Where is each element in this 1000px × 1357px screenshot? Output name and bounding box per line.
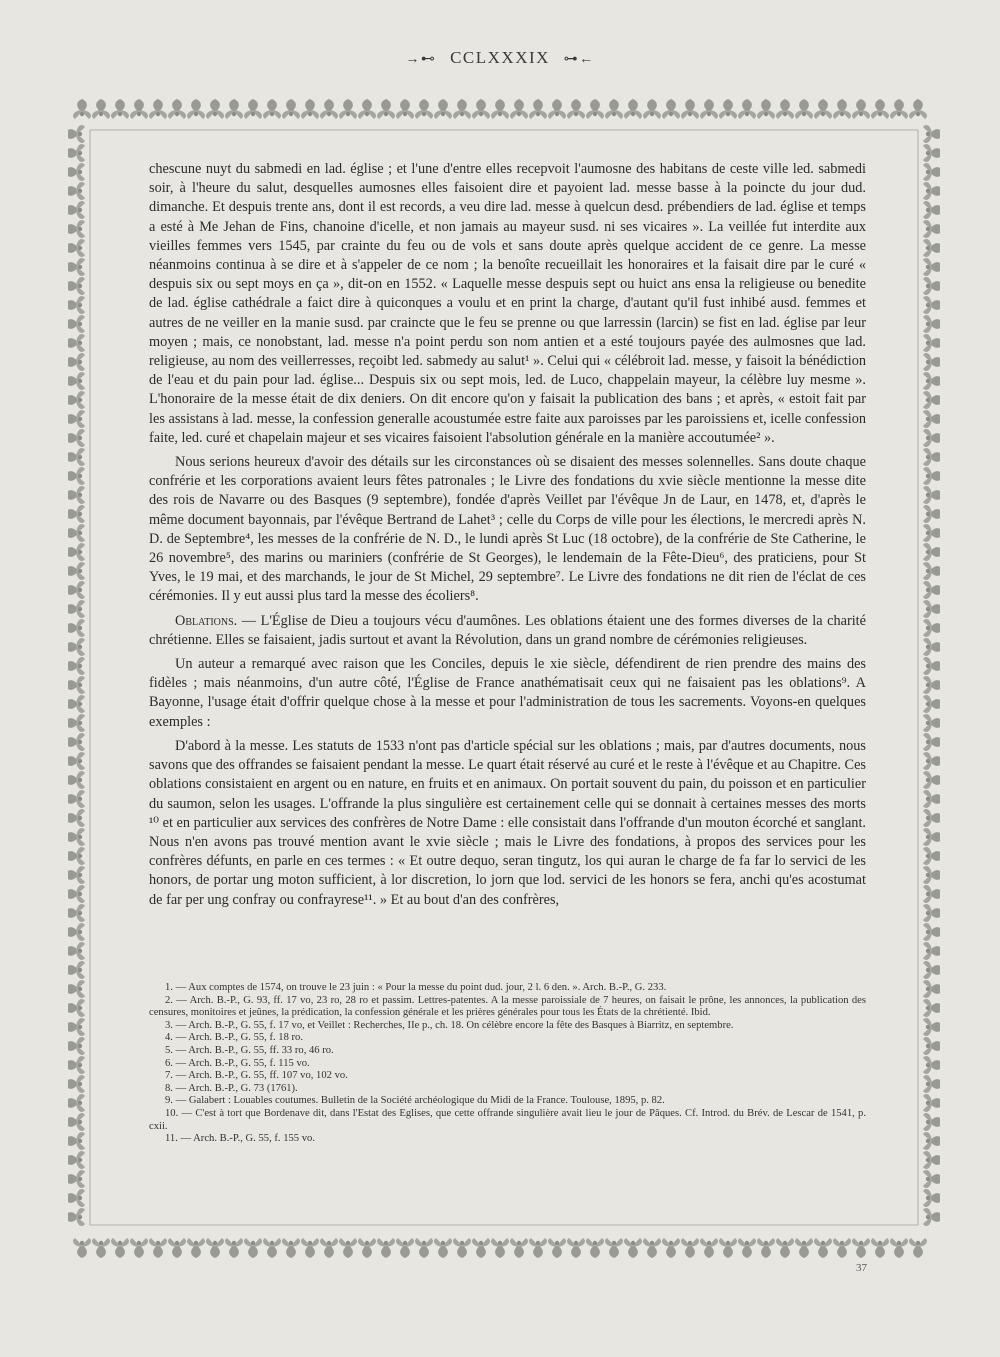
border-leaf-ornament (923, 1018, 940, 1036)
paragraph-oblations (149, 612, 866, 650)
border-leaf-ornament (68, 353, 85, 371)
border-leaf-ornament (923, 638, 940, 656)
border-leaf-ornament (168, 1238, 186, 1258)
border-leaf-ornament (68, 1075, 85, 1093)
border-leaf-ornament (738, 1238, 756, 1258)
border-leaf-ornament (871, 1238, 889, 1258)
border-leaf-ornament (225, 1238, 243, 1258)
border-leaf-ornament (923, 1113, 940, 1131)
border-leaf-ornament (923, 1151, 940, 1169)
border-leaf-ornament (719, 99, 737, 119)
border-leaf-ornament (111, 99, 129, 119)
border-leaf-ornament (738, 99, 756, 119)
border-leaf-ornament (263, 99, 281, 119)
footnote-6: 6. — Arch. B.-P., G. 55, f. 115 vo. (165, 1057, 310, 1069)
left-ornament: →⊷ (405, 52, 437, 67)
border-leaf-ornament (206, 1238, 224, 1258)
border-leaf-ornament (757, 99, 775, 119)
border-leaf-ornament (923, 657, 940, 675)
border-leaf-ornament (890, 99, 908, 119)
border-leaf-ornament (68, 220, 85, 238)
border-leaf-ornament (833, 99, 851, 119)
border-leaf-ornament (68, 942, 85, 960)
border-leaf-ornament (795, 1238, 813, 1258)
border-leaf-ornament (923, 543, 940, 561)
border-leaf-ornament (68, 1018, 85, 1036)
border-leaf-ornament (68, 163, 85, 181)
border-leaf-ornament (923, 942, 940, 960)
border-leaf-ornament (923, 448, 940, 466)
border-leaf-ornament (923, 1208, 940, 1226)
border-leaf-ornament (92, 1238, 110, 1258)
border-leaf-ornament (923, 999, 940, 1017)
border-leaf-ornament (282, 1238, 300, 1258)
border-leaf-ornament (68, 904, 85, 922)
border-leaf-ornament (68, 961, 85, 979)
border-leaf-ornament (434, 99, 452, 119)
border-leaf-ornament (187, 1238, 205, 1258)
footnotes (149, 982, 866, 1146)
border-leaf-ornament (923, 980, 940, 998)
border-leaf-ornament (68, 771, 85, 789)
border-leaf-ornament (68, 657, 85, 675)
border-leaf-ornament (415, 99, 433, 119)
paragraph-1: chescune nuyt du sabmedi en lad. église ; et l'une d'entre elles recepvoit l'aumosne des habitans de ceste ville led. sabmedi soir, à l'heure du salut, desquelles aumosnes elles faisoient dire et payoient lad. messe basse à la poincte du jour dud. dimanche. Et despuis trente ans, dont il est records, a veu dire lad. messe à quelcun desd. prébendiers de lad. église et temps a esté à Me Jehan de Fins, chanoine d'icelle, et non jamais au mayeur susd. ni ses vicaires ». La veillée fut interdite aux vieilles femmes vers 1545, par crainte du feu ou de vols et sans doute après quelque accident de ce genre. La messe néanmoins continua à se dire et à s'appeler de ce nom ; la benoîte recueillait les honoraires et la faisait dire par le curé « despuis six ou sept moys en ça », dit-on en 1552. « Laquelle messe despuis sept ou huict ans ensa la religieuse ou benedite de lad. église cathédrale a faict dire à quiconques a voulu et en print la charge, d'autant qu'il fust inhibé ausd. femmes et autres de ne veiller en la manie susd. par craincte que le feu se prenne ou que larressin (larcin) se fist en lad. église par leur moyen ; mais, ce nonobstant, lad. messe n'a point perdu son nom antien et a esté toujours payée des aulmosnes que lad. religieuse, au nom des veillerresses, reçoibt led. sabmedy au salut¹ ». Celui qui « célébroit lad. messe, y faisoit la bénédiction de l'eau et du pain pour lad. église... Despuis six ou sept mois, led. de Luco, chappelain mayeur, la célèbre luy mesme ». L'honoraire de la messe était de dix deniers. On dit encore qu'on y faisait la publication des bans ; et après, « estoit fait par les assistans à lad. messe, la confession generalle acoustumée estre faite aux paroisses par les paroissiens et, icelle confession faite, led. curé et chapelain majeur et ses vicaires faisoient l'absolution générale en la manière accoutumée² ». (149, 161, 866, 446)
border-leaf-ornament (68, 847, 85, 865)
border-leaf-ornament (68, 372, 85, 390)
border-leaf-ornament (923, 1170, 940, 1188)
border-leaf-ornament (923, 885, 940, 903)
border-leaf-ornament (68, 315, 85, 333)
page-header (0, 48, 1000, 68)
border-leaf-ornament (68, 144, 85, 162)
border-leaf-ornament (68, 638, 85, 656)
border-leaf-ornament (68, 866, 85, 884)
border-leaf-ornament (923, 334, 940, 352)
border-leaf-ornament (681, 99, 699, 119)
border-leaf-ornament (757, 1238, 775, 1258)
main-text (149, 160, 866, 915)
border-leaf-ornament (923, 372, 940, 390)
border-leaf-ornament (923, 923, 940, 941)
footnote-7: 7. — Arch. B.-P., G. 55, ff. 107 vo, 102 vo. (165, 1070, 348, 1082)
border-leaf-ornament (852, 99, 870, 119)
border-leaf-ornament (434, 1238, 452, 1258)
border-leaf-ornament (586, 99, 604, 119)
border-leaf-ornament (852, 1238, 870, 1258)
border-leaf-ornament (68, 999, 85, 1017)
border-leaf-ornament (643, 99, 661, 119)
border-leaf-ornament (68, 486, 85, 504)
border-leaf-ornament (396, 1238, 414, 1258)
border-leaf-ornament (662, 99, 680, 119)
border-leaf-ornament (923, 315, 940, 333)
border-leaf-ornament (923, 201, 940, 219)
border-leaf-ornament (263, 1238, 281, 1258)
border-leaf-ornament (814, 99, 832, 119)
border-leaf-ornament (923, 277, 940, 295)
border-leaf-ornament (68, 467, 85, 485)
border-leaf-ornament (643, 1238, 661, 1258)
border-leaf-ornament (301, 99, 319, 119)
border-leaf-ornament (923, 752, 940, 770)
border-leaf-ornament (168, 99, 186, 119)
border-leaf-ornament (923, 144, 940, 162)
border-leaf-ornament (68, 714, 85, 732)
border-leaf-ornament (923, 619, 940, 637)
border-leaf-ornament (377, 99, 395, 119)
border-leaf-ornament (923, 695, 940, 713)
border-leaf-ornament (662, 1238, 680, 1258)
border-leaf-ornament (149, 1238, 167, 1258)
border-leaf-ornament (68, 980, 85, 998)
border-leaf-ornament (68, 410, 85, 428)
border-leaf-ornament (923, 771, 940, 789)
footnote-10: 10. — C'est à tort que Bordenave dit, dans l'Estat des Eglises, que cette offrande singulière avait lieu le jour de Pâques. Cf. Introd. du Brév. de Lescar de 1541, p. cxii. (149, 1107, 866, 1132)
border-leaf-ornament (68, 1094, 85, 1112)
border-leaf-ornament (187, 99, 205, 119)
border-leaf-ornament (68, 809, 85, 827)
border-leaf-ornament (68, 334, 85, 352)
border-leaf-ornament (923, 714, 940, 732)
border-leaf-ornament (320, 1238, 338, 1258)
border-leaf-ornament (68, 448, 85, 466)
border-leaf-ornament (282, 99, 300, 119)
border-leaf-ornament (923, 505, 940, 523)
border-leaf-ornament (68, 752, 85, 770)
border-leaf-ornament (776, 1238, 794, 1258)
border-leaf-ornament (909, 1238, 927, 1258)
border-leaf-ornament (68, 885, 85, 903)
border-leaf-ornament (923, 220, 940, 238)
border-leaf-ornament (453, 1238, 471, 1258)
border-leaf-ornament (923, 904, 940, 922)
border-leaf-ornament (68, 429, 85, 447)
border-leaf-ornament (510, 99, 528, 119)
border-leaf-ornament (923, 391, 940, 409)
border-leaf-ornament (68, 258, 85, 276)
border-leaf-ornament (68, 790, 85, 808)
border-leaf-ornament (923, 733, 940, 751)
border-leaf-ornament (68, 543, 85, 561)
border-leaf-ornament (68, 1056, 85, 1074)
border-leaf-ornament (491, 1238, 509, 1258)
paragraph-5: D'abord à la messe. Les statuts de 1533 n'ont pas d'article spécial sur les oblations ; mais, par d'autres documents, nous savons que des offrandes se faisaient pendant la messe. Le quart était réservé au curé et le reste à l'évêque et au Chapitre. Ces oblations consistaient en argent ou en nature, en fruits et en animaux. On portait souvent du pain, du poisson et en particulier du saumon, selon les usages. L'offrande la plus singulière est certainement celle qui se donnait à certaines messes des morts ¹⁰ et en particulier aux services des confrères de Notre Dame : elle consistait dans l'offrande d'un mouton écorché et sanglant. Nous n'en avons pas trouvé mention avant le xvie siècle ; mais le Livre des fondations, à propos des services pour les confrères défunts, en parle en ces termes : « Et outre dequo, seran tingutz, los qui auran le charge de fa far lo servici de les honors, de portar ung moton sufficient, à lor discretion, lo jorn que lod. servici de les honors se fera, anchi qu'es acostumat de far per ung confray ou confrayrese¹¹. » Et au bout d'an des confrères, (149, 737, 866, 908)
border-leaf-ornament (68, 505, 85, 523)
border-leaf-ornament (68, 524, 85, 542)
border-leaf-ornament (396, 99, 414, 119)
page-number: 37 (856, 1262, 867, 1274)
border-leaf-ornament (923, 676, 940, 694)
border-leaf-ornament (339, 1238, 357, 1258)
border-leaf-ornament (586, 1238, 604, 1258)
border-leaf-ornament (358, 99, 376, 119)
border-leaf-ornament (605, 99, 623, 119)
footnote-3: 3. — Arch. B.-P., G. 55, f. 17 vo, et Veillet : Recherches, IIe p., ch. 18. On célèbre encore la fête des Basques à Biarritz, en septembre. (165, 1019, 734, 1031)
border-leaf-ornament (923, 296, 940, 314)
border-leaf-ornament (776, 99, 794, 119)
footnote-1: 1. — Aux comptes de 1574, on trouve le 23 juin : « Pour la messe du point dud. jour, 2 l. 6 den. ». Arch. B.-P., G. 233. (165, 982, 667, 993)
border-leaf-ornament (923, 581, 940, 599)
border-leaf-ornament (923, 353, 940, 371)
border-leaf-ornament (68, 277, 85, 295)
border-leaf-ornament (244, 99, 262, 119)
border-leaf-ornament (68, 695, 85, 713)
border-leaf-ornament (510, 1238, 528, 1258)
border-leaf-ornament (358, 1238, 376, 1258)
border-leaf-ornament (624, 99, 642, 119)
border-leaf-ornament (871, 99, 889, 119)
border-leaf-ornament (68, 581, 85, 599)
border-leaf-ornament (68, 201, 85, 219)
paragraph-3-text: — L'Église de Dieu a toujours vécu d'aumônes. Les oblations étaient une des formes diverses de la charité chrétienne. Elles se faisaient, jadis surtout et avant la Révolution, dans un grand nombre de cérémonies religieuses. (149, 612, 866, 648)
border-leaf-ornament (923, 486, 940, 504)
border-leaf-ornament (814, 1238, 832, 1258)
border-leaf-ornament (472, 1238, 490, 1258)
border-leaf-ornament (624, 1238, 642, 1258)
border-leaf-ornament (700, 99, 718, 119)
border-leaf-ornament (68, 1037, 85, 1055)
border-leaf-ornament (923, 828, 940, 846)
border-leaf-ornament (73, 1238, 91, 1258)
border-leaf-ornament (923, 847, 940, 865)
border-leaf-ornament (339, 99, 357, 119)
border-leaf-ornament (605, 1238, 623, 1258)
border-leaf-ornament (923, 790, 940, 808)
border-leaf-ornament (923, 125, 940, 143)
border-leaf-ornament (453, 99, 471, 119)
border-leaf-ornament (130, 1238, 148, 1258)
border-leaf-ornament (923, 410, 940, 428)
paragraph-2: Nous serions heureux d'avoir des détails sur les circonstances où se disaient des messes solennelles. Sans doute chaque confrérie et les corporations avaient leurs fêtes patronales ; le Livre des fondations du xvie siècle mentionne la messe dite des rois de Navarre ou des Basques (9 septembre), fondée d'après Veillet par l'évêque Jn de Laur, en 1478, et, d'après le même document bayonnais, par l'évêque Bertrand de Lahet³ ; celle du Corps de ville pour les élections, le mercredi après N. D. de Septembre⁴, les messes de la confrérie de N. D., le lundi après St Luc (18 octobre), de la confrérie de Ste Catherine, le 26 novembre⁵, des marins ou mariniers (confrérie de St Georges), le lendemain de la Fête-Dieu⁶, des praticiens, pour St Yves, le 19 mai, et des marchands, le jour de St Michel, 29 septembre⁷. Le Livre des fondations ne dit rien de l'éclat de ces cérémonies. Il y eut aussi plus tard la messe des écoliers⁸. (149, 454, 866, 605)
border-leaf-ornament (833, 1238, 851, 1258)
border-leaf-ornament (206, 99, 224, 119)
border-leaf-ornament (415, 1238, 433, 1258)
border-leaf-ornament (567, 99, 585, 119)
border-leaf-ornament (681, 1238, 699, 1258)
border-leaf-ornament (923, 182, 940, 200)
border-leaf-ornament (68, 1208, 85, 1226)
border-leaf-ornament (68, 923, 85, 941)
right-ornament: ⊶← (563, 52, 595, 67)
footnote-2: 2. — Arch. B.-P., G. 93, ff. 17 vo, 23 ro, 28 ro et passim. Lettres-patentes. A la messe paroissiale de 7 heures, on faisait le prône, les annonces, la publication des censures, monitoires et jeûnes, la prédication, la confession générale et les prières générales pour tous les États de la chrétienté. Ibid. (149, 994, 866, 1019)
border-leaf-ornament (68, 1189, 85, 1207)
border-leaf-ornament (923, 1189, 940, 1207)
border-leaf-ornament (377, 1238, 395, 1258)
border-leaf-ornament (68, 828, 85, 846)
border-leaf-ornament (923, 1132, 940, 1150)
border-leaf-ornament (700, 1238, 718, 1258)
border-leaf-ornament (68, 1151, 85, 1169)
paragraph-4: Un auteur a remarqué avec raison que les Conciles, depuis le xie siècle, défendirent de rien prendre des mains des fidèles ; mais néanmoins, d'un autre côté, l'Église de France anathématisait ceux qui ne faisaient pas les oblations⁹. A Bayonne, l'usage était d'offrir quelque chose à la messe et pour l'administration de tous les sacrements. Voyons-en quelques exemples : (149, 656, 866, 730)
border-leaf-ornament (529, 99, 547, 119)
border-leaf-ornament (923, 562, 940, 580)
border-leaf-ornament (68, 239, 85, 257)
footnote-11: 11. — Arch. B.-P., G. 55, f. 155 vo. (165, 1133, 315, 1145)
border-leaf-ornament (923, 524, 940, 542)
border-leaf-ornament (567, 1238, 585, 1258)
border-leaf-ornament (909, 99, 927, 119)
border-leaf-ornament (923, 961, 940, 979)
border-leaf-ornament (923, 1094, 940, 1112)
footnote-5: 5. — Arch. B.-P., G. 55, ff. 33 ro, 46 ro. (165, 1044, 334, 1056)
border-leaf-ornament (68, 733, 85, 751)
footnote-9: 9. — Galabert : Louables coutumes. Bulletin de la Société archéologique du Midi de la France. Toulouse, 1895, p. 82. (165, 1095, 665, 1107)
border-leaf-ornament (548, 1238, 566, 1258)
border-leaf-ornament (244, 1238, 262, 1258)
border-leaf-ornament (68, 562, 85, 580)
border-leaf-ornament (923, 467, 940, 485)
border-leaf-ornament (923, 239, 940, 257)
border-leaf-ornament (68, 125, 85, 143)
oblations-heading: Oblations. (175, 612, 238, 629)
page-roman-numeral: CCLXXXIX (450, 48, 550, 67)
border-leaf-ornament (68, 619, 85, 637)
border-leaf-ornament (923, 1075, 940, 1093)
border-leaf-ornament (923, 429, 940, 447)
border-leaf-ornament (68, 676, 85, 694)
border-leaf-ornament (301, 1238, 319, 1258)
border-leaf-ornament (890, 1238, 908, 1258)
border-leaf-ornament (923, 600, 940, 618)
border-leaf-ornament (68, 182, 85, 200)
border-leaf-ornament (923, 1056, 940, 1074)
border-leaf-ornament (68, 1132, 85, 1150)
footnote-8: 8. — Arch. B.-P., G. 73 (1761). (165, 1082, 298, 1094)
border-leaf-ornament (68, 296, 85, 314)
border-leaf-ornament (795, 99, 813, 119)
border-leaf-ornament (130, 99, 148, 119)
border-leaf-ornament (149, 99, 167, 119)
border-leaf-ornament (73, 99, 91, 119)
border-leaf-ornament (68, 600, 85, 618)
border-leaf-ornament (923, 1037, 940, 1055)
border-leaf-ornament (923, 809, 940, 827)
border-leaf-ornament (92, 99, 110, 119)
border-leaf-ornament (923, 258, 940, 276)
border-leaf-ornament (923, 866, 940, 884)
border-leaf-ornament (68, 1113, 85, 1131)
border-leaf-ornament (491, 99, 509, 119)
border-leaf-ornament (548, 99, 566, 119)
border-leaf-ornament (111, 1238, 129, 1258)
border-leaf-ornament (68, 391, 85, 409)
footnote-4: 4. — Arch. B.-P., G. 55, f. 18 ro. (165, 1032, 304, 1044)
border-leaf-ornament (923, 163, 940, 181)
border-leaf-ornament (68, 1170, 85, 1188)
border-leaf-ornament (225, 99, 243, 119)
border-leaf-ornament (320, 99, 338, 119)
border-leaf-ornament (472, 99, 490, 119)
border-leaf-ornament (719, 1238, 737, 1258)
border-leaf-ornament (529, 1238, 547, 1258)
